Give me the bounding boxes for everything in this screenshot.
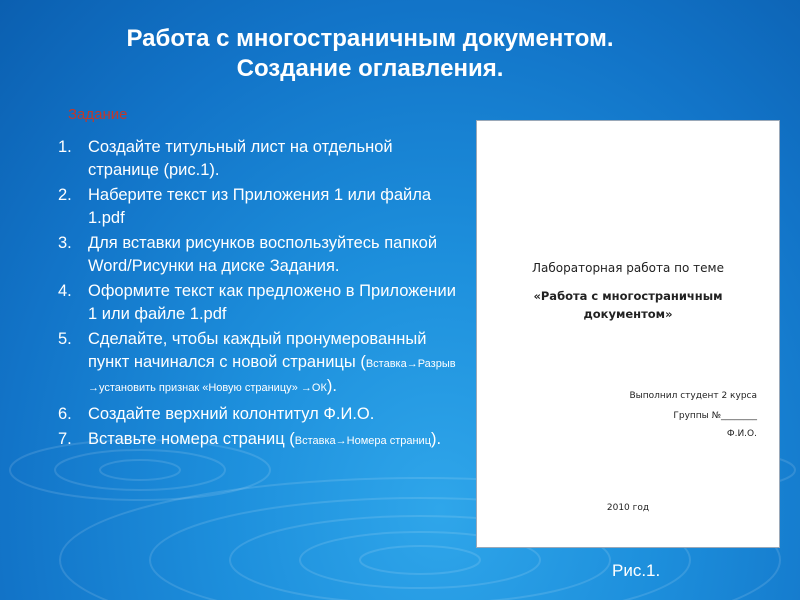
task-label: Задание [68,106,128,123]
task-text: Наберите текст из Приложения 1 или файла 1.pdf [88,186,432,227]
task-list [58,136,458,456]
doc-fio: Ф.И.О. [726,429,757,439]
task-text: Вставьте номера страниц ( [88,430,295,448]
task-text: Для вставки рисунков воспользуйтесь папкой Word/Рисунки на диске Задания. [88,234,438,275]
task-text: Создайте титульный лист на отдельной странице (рис.1). [88,138,393,179]
slide-title [40,24,700,84]
doc-lab-title: Лабораторная работа по теме [532,261,724,275]
task-text: Оформите текст как предложено в Приложении 1 или файле 1.pdf [88,282,456,323]
title-line-1: Работа с многостраничным документом. [126,25,614,52]
task-tail: ). [326,377,337,395]
task-item [58,136,458,181]
task-number: 7. [58,430,72,448]
title-line-2: Создание оглавления. [236,55,504,82]
task-item [58,280,458,325]
task-number: 2. [58,186,72,204]
doc-student: Выполнил студент 2 курса [629,391,757,401]
task-hint: Вставка→Разрыв →установить признак «Новую страницу» →ОК [88,357,456,394]
doc-topic [477,287,779,323]
doc-group: Группы №________ [673,411,757,421]
task-number: 6. [58,404,72,423]
doc-year: 2010 год [606,503,650,513]
figure-caption: Рис.1. [612,561,661,580]
title-page-preview [476,120,780,548]
task-number: 5. [58,330,72,348]
task-item [58,232,458,277]
task-number: 1. [58,138,72,156]
task-hint: Вставка→Номера страниц [294,435,431,447]
task-tail: ). [431,430,442,448]
task-text: Сделайте, чтобы каждый пронумерованный пункт начинался с новой страницы ( [88,330,427,371]
task-item [58,403,458,426]
task-item [58,328,458,400]
task-item [58,428,458,453]
task-item [58,184,458,229]
task-number: 4. [58,282,72,300]
doc-topic-line-1: «Работа с многостраничным [533,289,723,303]
task-text: Создайте верхний колонтитул Ф.И.О. [88,404,375,423]
doc-topic-line-2: документом» [583,307,673,321]
task-number: 3. [58,234,72,252]
